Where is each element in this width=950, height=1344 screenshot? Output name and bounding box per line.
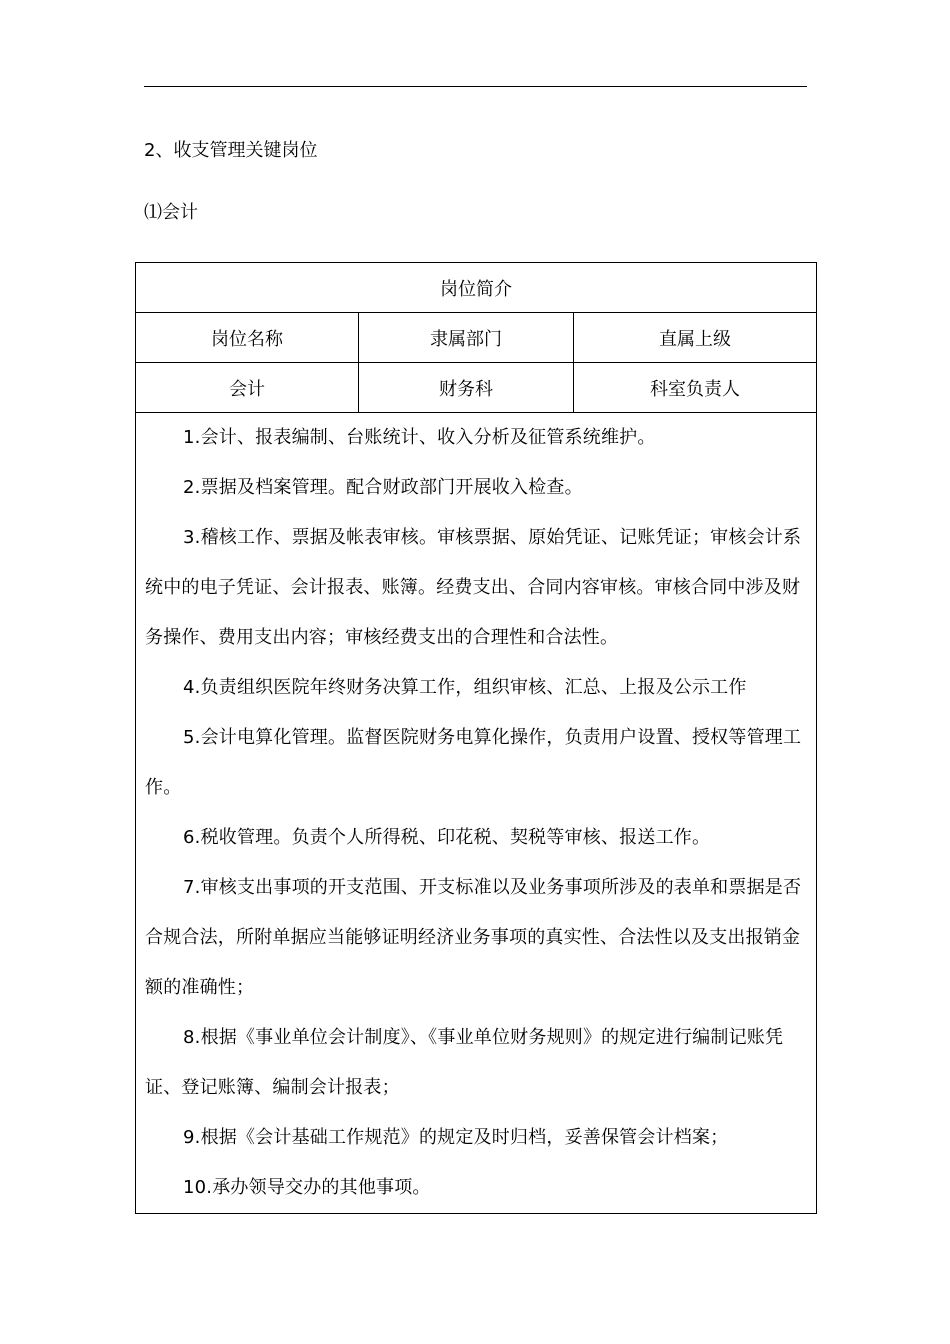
value-supervisor: 科室负责人 (574, 363, 817, 413)
section-title: 2、收支管理关键岗位 (144, 140, 318, 161)
duties-cell (136, 413, 817, 1214)
value-post-name: 会计 (136, 363, 359, 413)
duty-item: 2.票据及档案管理。配合财政部门开展收入检查。 (183, 477, 583, 498)
duty-item: 8.根据《事业单位会计制度》、《事业单位财务规则》的规定进行编制记账凭证、登记账簿、编制会计报表； (145, 1027, 784, 1098)
duty-item: 10.承办领导交办的其他事项。 (183, 1177, 431, 1198)
top-rule (144, 86, 807, 87)
value-department: 财务科 (359, 363, 574, 413)
table-header: 岗位简介 (136, 263, 817, 313)
duty-item: 4.负责组织医院年终财务决算工作，组织审核、汇总、上报及公示工作 (183, 677, 747, 698)
duty-item: 6.税收管理。负责个人所得税、印花税、契税等审核、报送工作。 (183, 827, 711, 848)
label-department: 隶属部门 (359, 313, 574, 363)
sub-title: ⑴会计 (144, 202, 198, 223)
value-row (136, 363, 817, 413)
duty-item: 3.稽核工作、票据及帐表审核。审核票据、原始凭证、记账凭证；审核会计系统中的电子凭证、会计报表、账簿。经费支出、合同内容审核。审核合同中涉及财务操作、费用支出内容；审核经费支出的合理性和合法性。 (145, 527, 802, 648)
table-header-row (136, 263, 817, 313)
column-label-row (136, 313, 817, 363)
duties-row (136, 413, 817, 1214)
duty-item: 1.会计、报表编制、台账统计、收入分析及征管系统维护。 (183, 427, 656, 448)
duty-item: 9.根据《会计基础工作规范》的规定及时归档，妥善保管会计档案； (183, 1127, 729, 1148)
post-table (135, 262, 817, 1214)
duty-item: 5.会计电算化管理。监督医院财务电算化操作，负责用户设置、授权等管理工作。 (145, 727, 802, 798)
label-supervisor: 直属上级 (574, 313, 817, 363)
label-post-name: 岗位名称 (136, 313, 359, 363)
duty-item: 7.审核支出事项的开支范围、开支标准以及业务事项所涉及的表单和票据是否合规合法，所附单据应当能够证明经济业务事项的真实性、合法性以及支出报销金额的准确性； (145, 877, 802, 998)
